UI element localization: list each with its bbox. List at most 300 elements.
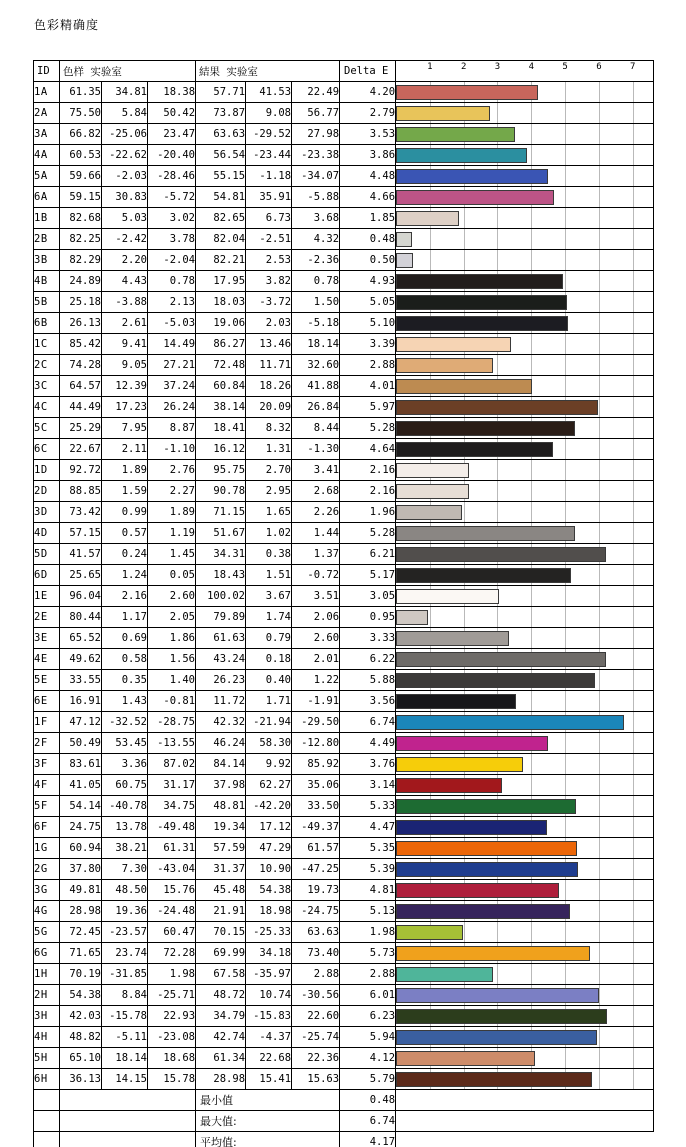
table-body bbox=[34, 82, 654, 1090]
gridline bbox=[599, 292, 600, 312]
cell-id: 6H bbox=[34, 1069, 60, 1090]
cell-delta-e: 1.96 bbox=[340, 502, 396, 523]
cell-id: 6C bbox=[34, 439, 60, 460]
bar-track bbox=[396, 943, 653, 963]
table-row bbox=[34, 439, 654, 460]
gridline bbox=[565, 208, 566, 228]
cell-bar bbox=[396, 859, 654, 880]
cell-sample-l: 24.89 bbox=[60, 271, 102, 292]
cell-sample-l: 82.68 bbox=[60, 208, 102, 229]
cell-result-l: 18.41 bbox=[196, 418, 246, 439]
bar-track bbox=[396, 229, 653, 249]
cell-sample-b: 61.31 bbox=[148, 838, 196, 859]
cell-sample-b: 31.17 bbox=[148, 775, 196, 796]
cell-sample-a: 1.17 bbox=[102, 607, 148, 628]
table-row bbox=[34, 145, 654, 166]
cell-result-l: 61.63 bbox=[196, 628, 246, 649]
cell-result-a: 10.74 bbox=[246, 985, 292, 1006]
delta-e-bar bbox=[396, 253, 413, 268]
gridline bbox=[633, 376, 634, 396]
gridline bbox=[497, 922, 498, 942]
cell-delta-e: 3.33 bbox=[340, 628, 396, 649]
cell-result-a: 0.38 bbox=[246, 544, 292, 565]
cell-result-l: 26.23 bbox=[196, 670, 246, 691]
cell-sample-a: 14.15 bbox=[102, 1069, 148, 1090]
cell-sample-a: 19.36 bbox=[102, 901, 148, 922]
cell-result-a: 1.74 bbox=[246, 607, 292, 628]
gridline bbox=[599, 964, 600, 984]
gridline bbox=[531, 607, 532, 627]
delta-e-bar bbox=[396, 1051, 535, 1066]
cell-sample-a: 17.23 bbox=[102, 397, 148, 418]
cell-sample-b: 50.42 bbox=[148, 103, 196, 124]
gridline bbox=[531, 775, 532, 795]
cell-sample-a: 60.75 bbox=[102, 775, 148, 796]
cell-sample-a: 0.57 bbox=[102, 523, 148, 544]
axis-tick: 6 bbox=[596, 62, 602, 72]
gridline bbox=[565, 691, 566, 711]
cell-sample-a: 13.78 bbox=[102, 817, 148, 838]
gridline bbox=[633, 985, 634, 1005]
cell-bar bbox=[396, 733, 654, 754]
cell-id: 4A bbox=[34, 145, 60, 166]
gridline bbox=[633, 334, 634, 354]
cell-result-l: 57.71 bbox=[196, 82, 246, 103]
cell-sample-b: 14.49 bbox=[148, 334, 196, 355]
cell-sample-l: 65.10 bbox=[60, 1048, 102, 1069]
cell-result-b: -49.37 bbox=[292, 817, 340, 838]
gridline bbox=[531, 355, 532, 375]
cell-sample-b: -28.75 bbox=[148, 712, 196, 733]
bar-track bbox=[396, 1069, 653, 1089]
table-row bbox=[34, 502, 654, 523]
cell-result-a: 0.18 bbox=[246, 649, 292, 670]
axis-tick: 7 bbox=[630, 62, 636, 72]
cell-sample-l: 65.52 bbox=[60, 628, 102, 649]
gridline bbox=[633, 670, 634, 690]
cell-sample-l: 54.14 bbox=[60, 796, 102, 817]
gridline bbox=[565, 166, 566, 186]
cell-bar bbox=[396, 607, 654, 628]
cell-result-l: 86.27 bbox=[196, 334, 246, 355]
gridline bbox=[599, 1027, 600, 1047]
cell-result-a: 2.95 bbox=[246, 481, 292, 502]
table-row bbox=[34, 376, 654, 397]
cell-delta-e: 1.85 bbox=[340, 208, 396, 229]
cell-result-l: 57.59 bbox=[196, 838, 246, 859]
gridline bbox=[633, 691, 634, 711]
cell-result-a: 0.40 bbox=[246, 670, 292, 691]
cell-bar bbox=[396, 250, 654, 271]
bar-track bbox=[396, 124, 653, 144]
cell-bar bbox=[396, 922, 654, 943]
cell-bar bbox=[396, 376, 654, 397]
cell-result-l: 71.15 bbox=[196, 502, 246, 523]
gridline bbox=[633, 859, 634, 879]
gridline bbox=[464, 502, 465, 522]
cell-sample-l: 60.94 bbox=[60, 838, 102, 859]
bar-track bbox=[396, 271, 653, 291]
gridline bbox=[633, 313, 634, 333]
gridline bbox=[633, 502, 634, 522]
cell-bar bbox=[396, 691, 654, 712]
gridline bbox=[531, 145, 532, 165]
cell-bar bbox=[396, 838, 654, 859]
cell-result-l: 69.99 bbox=[196, 943, 246, 964]
gridline bbox=[565, 250, 566, 270]
delta-e-bar bbox=[396, 463, 469, 478]
gridline bbox=[565, 145, 566, 165]
gridline bbox=[599, 250, 600, 270]
cell-result-l: 95.75 bbox=[196, 460, 246, 481]
cell-sample-l: 74.28 bbox=[60, 355, 102, 376]
delta-e-bar bbox=[396, 127, 515, 142]
bar-track bbox=[396, 313, 653, 333]
cell-result-a: 34.18 bbox=[246, 943, 292, 964]
cell-result-b: 1.37 bbox=[292, 544, 340, 565]
gridline bbox=[599, 376, 600, 396]
cell-sample-a: 0.99 bbox=[102, 502, 148, 523]
gridline bbox=[633, 901, 634, 921]
gridline bbox=[633, 250, 634, 270]
cell-sample-b: -24.48 bbox=[148, 901, 196, 922]
cell-sample-l: 25.18 bbox=[60, 292, 102, 313]
cell-bar bbox=[396, 943, 654, 964]
cell-result-b: -25.74 bbox=[292, 1027, 340, 1048]
cell-delta-e: 4.64 bbox=[340, 439, 396, 460]
cell-bar bbox=[396, 1048, 654, 1069]
cell-sample-a: -32.52 bbox=[102, 712, 148, 733]
gridline bbox=[599, 796, 600, 816]
cell-result-a: 9.92 bbox=[246, 754, 292, 775]
bar-track bbox=[396, 712, 653, 732]
cell-result-b: 35.06 bbox=[292, 775, 340, 796]
gridline bbox=[531, 502, 532, 522]
table-row bbox=[34, 166, 654, 187]
cell-sample-b: 0.05 bbox=[148, 565, 196, 586]
gridline bbox=[599, 103, 600, 123]
cell-result-b: 22.36 bbox=[292, 1048, 340, 1069]
cell-bar bbox=[396, 754, 654, 775]
cell-result-b: -34.07 bbox=[292, 166, 340, 187]
cell-result-l: 17.95 bbox=[196, 271, 246, 292]
cell-sample-b: 2.27 bbox=[148, 481, 196, 502]
gridline bbox=[497, 250, 498, 270]
gridline bbox=[531, 586, 532, 606]
cell-sample-b: -1.10 bbox=[148, 439, 196, 460]
cell-bar bbox=[396, 586, 654, 607]
cell-result-b: 2.01 bbox=[292, 649, 340, 670]
cell-result-b: 18.14 bbox=[292, 334, 340, 355]
cell-id: 6E bbox=[34, 691, 60, 712]
table-row bbox=[34, 670, 654, 691]
delta-e-bar bbox=[396, 169, 547, 184]
table-row bbox=[34, 124, 654, 145]
delta-e-bar bbox=[396, 442, 553, 457]
cell-result-l: 18.03 bbox=[196, 292, 246, 313]
cell-delta-e: 4.12 bbox=[340, 1048, 396, 1069]
cell-sample-a: -2.42 bbox=[102, 229, 148, 250]
cell-sample-b: 3.78 bbox=[148, 229, 196, 250]
delta-e-bar bbox=[396, 211, 459, 226]
table-row bbox=[34, 250, 654, 271]
cell-result-b: -5.88 bbox=[292, 187, 340, 208]
gridline bbox=[599, 439, 600, 459]
summary-blank bbox=[60, 1090, 196, 1111]
summary-label: 最大值: bbox=[196, 1111, 340, 1132]
table-row bbox=[34, 460, 654, 481]
gridline bbox=[464, 250, 465, 270]
cell-bar bbox=[396, 208, 654, 229]
cell-result-l: 43.24 bbox=[196, 649, 246, 670]
cell-sample-b: 0.78 bbox=[148, 271, 196, 292]
cell-sample-l: 44.49 bbox=[60, 397, 102, 418]
gridline bbox=[565, 103, 566, 123]
cell-sample-l: 70.19 bbox=[60, 964, 102, 985]
table-row bbox=[34, 481, 654, 502]
cell-result-l: 82.65 bbox=[196, 208, 246, 229]
table-row bbox=[34, 313, 654, 334]
table-row bbox=[34, 880, 654, 901]
gridline bbox=[430, 607, 431, 627]
cell-sample-a: 3.36 bbox=[102, 754, 148, 775]
cell-id: 5E bbox=[34, 670, 60, 691]
cell-delta-e: 1.98 bbox=[340, 922, 396, 943]
gridline bbox=[430, 229, 431, 249]
table-row bbox=[34, 229, 654, 250]
cell-result-l: 90.78 bbox=[196, 481, 246, 502]
cell-id: 2A bbox=[34, 103, 60, 124]
cell-delta-e: 4.93 bbox=[340, 271, 396, 292]
bar-track bbox=[396, 397, 653, 417]
cell-delta-e: 2.79 bbox=[340, 103, 396, 124]
cell-sample-a: 2.61 bbox=[102, 313, 148, 334]
table-row bbox=[34, 775, 654, 796]
cell-bar bbox=[396, 166, 654, 187]
cell-sample-l: 66.82 bbox=[60, 124, 102, 145]
cell-result-l: 72.48 bbox=[196, 355, 246, 376]
gridline bbox=[633, 922, 634, 942]
axis-tick: 1 bbox=[427, 62, 433, 72]
bar-track bbox=[396, 1048, 653, 1068]
gridline bbox=[633, 82, 634, 102]
cell-id: 1D bbox=[34, 460, 60, 481]
cell-result-a: 54.38 bbox=[246, 880, 292, 901]
gridline bbox=[497, 460, 498, 480]
summary-blank bbox=[60, 1132, 196, 1147]
cell-result-b: 8.44 bbox=[292, 418, 340, 439]
bar-track bbox=[396, 502, 653, 522]
cell-result-a: 22.68 bbox=[246, 1048, 292, 1069]
cell-result-b: 2.68 bbox=[292, 481, 340, 502]
cell-sample-b: -25.71 bbox=[148, 985, 196, 1006]
gridline bbox=[464, 229, 465, 249]
gridline bbox=[633, 355, 634, 375]
cell-id: 3B bbox=[34, 250, 60, 271]
delta-e-bar bbox=[396, 400, 598, 415]
gridline bbox=[599, 607, 600, 627]
cell-result-l: 100.02 bbox=[196, 586, 246, 607]
cell-result-l: 42.32 bbox=[196, 712, 246, 733]
gridline bbox=[599, 397, 600, 417]
cell-sample-l: 54.38 bbox=[60, 985, 102, 1006]
cell-sample-b: 1.89 bbox=[148, 502, 196, 523]
gridline bbox=[565, 586, 566, 606]
cell-result-b: 0.78 bbox=[292, 271, 340, 292]
cell-bar bbox=[396, 544, 654, 565]
cell-bar bbox=[396, 901, 654, 922]
cell-sample-l: 16.91 bbox=[60, 691, 102, 712]
cell-result-a: -29.52 bbox=[246, 124, 292, 145]
table-row bbox=[34, 985, 654, 1006]
gridline bbox=[599, 460, 600, 480]
cell-result-a: 2.53 bbox=[246, 250, 292, 271]
table-row bbox=[34, 292, 654, 313]
bar-track bbox=[396, 901, 653, 921]
cell-result-l: 16.12 bbox=[196, 439, 246, 460]
gridline bbox=[565, 628, 566, 648]
gridline bbox=[497, 964, 498, 984]
gridline bbox=[565, 880, 566, 900]
cell-sample-l: 26.13 bbox=[60, 313, 102, 334]
cell-result-a: 62.27 bbox=[246, 775, 292, 796]
cell-delta-e: 5.35 bbox=[340, 838, 396, 859]
delta-e-bar bbox=[396, 904, 569, 919]
bar-track bbox=[396, 103, 653, 123]
gridline bbox=[599, 229, 600, 249]
cell-result-b: 2.06 bbox=[292, 607, 340, 628]
cell-result-b: 3.68 bbox=[292, 208, 340, 229]
gridline bbox=[565, 229, 566, 249]
cell-delta-e: 5.33 bbox=[340, 796, 396, 817]
cell-result-a: -23.44 bbox=[246, 145, 292, 166]
delta-e-bar bbox=[396, 379, 532, 394]
cell-result-b: 41.88 bbox=[292, 376, 340, 397]
table-row bbox=[34, 1027, 654, 1048]
cell-sample-l: 28.98 bbox=[60, 901, 102, 922]
cell-sample-a: 1.89 bbox=[102, 460, 148, 481]
gridline bbox=[497, 355, 498, 375]
cell-result-l: 19.34 bbox=[196, 817, 246, 838]
delta-e-bar bbox=[396, 568, 571, 583]
table-row bbox=[34, 544, 654, 565]
delta-e-bar bbox=[396, 862, 578, 877]
table-row bbox=[34, 754, 654, 775]
cell-sample-l: 73.42 bbox=[60, 502, 102, 523]
cell-id: 4G bbox=[34, 901, 60, 922]
cell-result-a: 20.09 bbox=[246, 397, 292, 418]
cell-bar bbox=[396, 124, 654, 145]
cell-sample-a: -15.78 bbox=[102, 1006, 148, 1027]
axis-tick: 3 bbox=[494, 62, 501, 72]
cell-bar bbox=[396, 418, 654, 439]
gridline bbox=[565, 460, 566, 480]
summary-blank bbox=[34, 1090, 60, 1111]
cell-id: 2E bbox=[34, 607, 60, 628]
bar-track bbox=[396, 817, 653, 837]
cell-result-a: 6.73 bbox=[246, 208, 292, 229]
cell-sample-l: 48.82 bbox=[60, 1027, 102, 1048]
table-row bbox=[34, 817, 654, 838]
cell-bar bbox=[396, 334, 654, 355]
delta-e-bar bbox=[396, 757, 523, 772]
cell-id: 3G bbox=[34, 880, 60, 901]
cell-sample-b: 34.75 bbox=[148, 796, 196, 817]
gridline bbox=[599, 187, 600, 207]
gridline bbox=[565, 754, 566, 774]
cell-result-a: -15.83 bbox=[246, 1006, 292, 1027]
gridline bbox=[599, 838, 600, 858]
cell-result-a: 13.46 bbox=[246, 334, 292, 355]
cell-result-a: 47.29 bbox=[246, 838, 292, 859]
gridline bbox=[531, 124, 532, 144]
cell-delta-e: 3.39 bbox=[340, 334, 396, 355]
cell-bar bbox=[396, 670, 654, 691]
cell-id: 2F bbox=[34, 733, 60, 754]
delta-e-bar bbox=[396, 883, 559, 898]
gridline bbox=[497, 208, 498, 228]
cell-sample-b: 2.76 bbox=[148, 460, 196, 481]
delta-e-bar bbox=[396, 715, 624, 730]
bar-track bbox=[396, 1027, 653, 1047]
cell-sample-b: -2.04 bbox=[148, 250, 196, 271]
cell-sample-a: 5.84 bbox=[102, 103, 148, 124]
bar-track bbox=[396, 859, 653, 879]
delta-e-bar bbox=[396, 190, 554, 205]
cell-result-a: -2.51 bbox=[246, 229, 292, 250]
gridline bbox=[565, 271, 566, 291]
cell-result-a: 10.90 bbox=[246, 859, 292, 880]
cell-id: 1B bbox=[34, 208, 60, 229]
gridline bbox=[464, 607, 465, 627]
gridline bbox=[599, 145, 600, 165]
cell-sample-a: -22.62 bbox=[102, 145, 148, 166]
gridline bbox=[599, 754, 600, 774]
cell-delta-e: 6.22 bbox=[340, 649, 396, 670]
gridline bbox=[633, 166, 634, 186]
cell-sample-a: -5.11 bbox=[102, 1027, 148, 1048]
bar-track bbox=[396, 670, 653, 690]
cell-delta-e: 6.74 bbox=[340, 712, 396, 733]
cell-bar bbox=[396, 271, 654, 292]
page-title: 色彩精确度 bbox=[34, 18, 100, 32]
bar-track bbox=[396, 607, 653, 627]
gridline bbox=[599, 124, 600, 144]
bar-track bbox=[396, 208, 653, 228]
gridline bbox=[565, 439, 566, 459]
cell-bar bbox=[396, 397, 654, 418]
gridline bbox=[633, 712, 634, 732]
cell-delta-e: 5.17 bbox=[340, 565, 396, 586]
gridline bbox=[633, 229, 634, 249]
table-row bbox=[34, 82, 654, 103]
cell-sample-b: 2.60 bbox=[148, 586, 196, 607]
cell-result-b: 1.50 bbox=[292, 292, 340, 313]
table-row bbox=[34, 901, 654, 922]
cell-sample-a: -23.57 bbox=[102, 922, 148, 943]
cell-sample-l: 72.45 bbox=[60, 922, 102, 943]
cell-delta-e: 0.50 bbox=[340, 250, 396, 271]
cell-result-a: 1.65 bbox=[246, 502, 292, 523]
cell-delta-e: 3.86 bbox=[340, 145, 396, 166]
cell-result-b: 85.92 bbox=[292, 754, 340, 775]
gridline bbox=[464, 922, 465, 942]
gridline bbox=[633, 775, 634, 795]
cell-delta-e: 3.53 bbox=[340, 124, 396, 145]
cell-sample-l: 50.49 bbox=[60, 733, 102, 754]
cell-sample-l: 25.29 bbox=[60, 418, 102, 439]
cell-id: 6D bbox=[34, 565, 60, 586]
